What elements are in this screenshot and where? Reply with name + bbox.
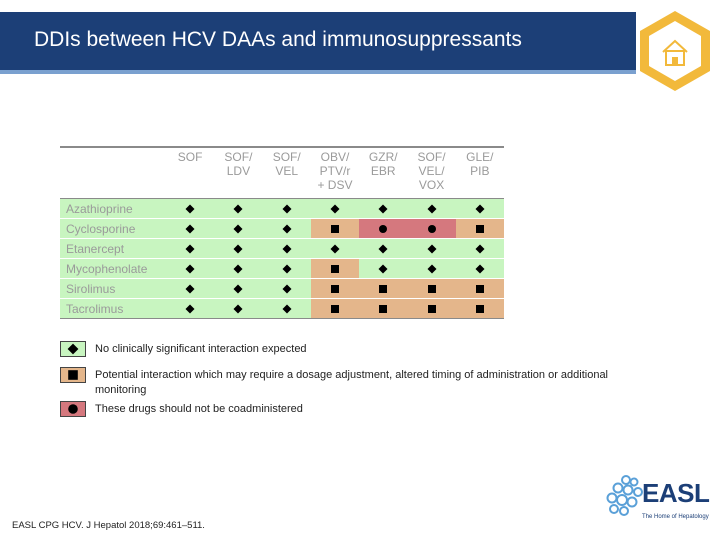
table-header-row [60, 147, 504, 199]
square-icon [475, 304, 485, 314]
interaction-cell [311, 199, 359, 219]
interaction-cell [311, 259, 359, 279]
legend-item [60, 341, 660, 359]
interaction-cell [214, 199, 262, 219]
circle-icon [378, 224, 388, 234]
column-header-line: VOX [418, 178, 445, 192]
diamond-icon [233, 284, 243, 294]
interaction-cell [166, 259, 214, 279]
diamond-icon [475, 244, 485, 254]
legend-label: No clinically significant interaction expected [95, 343, 307, 355]
diamond-icon [233, 304, 243, 314]
interaction-cell [407, 279, 455, 299]
interaction-cell [166, 299, 214, 319]
interaction-cell [166, 219, 214, 239]
table-row [60, 199, 504, 219]
table-row [60, 299, 504, 319]
column-header-line: GLE/ [466, 150, 494, 164]
diamond-icon [282, 224, 292, 234]
column-header-line: GZR/ [368, 150, 398, 164]
column-header-line: SOF [177, 150, 203, 164]
home-button[interactable] [636, 8, 714, 94]
drug-name: Sirolimus [60, 279, 166, 299]
diamond-icon [282, 204, 292, 214]
column-header [359, 147, 407, 199]
interaction-cell [359, 239, 407, 259]
logo-wordmark: EASL [642, 478, 710, 508]
citation: EASL CPG HCV. J Hepatol 2018;69:461–511. [12, 520, 205, 531]
interaction-cell [263, 259, 311, 279]
interaction-cell [166, 199, 214, 219]
column-header [456, 147, 504, 199]
interaction-cell [359, 279, 407, 299]
logo-tagline: The Home of Hepatology [642, 514, 709, 520]
interaction-cell [456, 219, 504, 239]
title-bar [0, 12, 636, 74]
interaction-cell [214, 219, 262, 239]
diamond-icon [378, 244, 388, 254]
interaction-cell [359, 199, 407, 219]
table-body [60, 199, 504, 319]
home-icon [636, 8, 714, 94]
column-header-line: PTV/r [319, 164, 351, 178]
diamond-icon [67, 343, 79, 355]
interaction-cell [214, 299, 262, 319]
interaction-cell [263, 199, 311, 219]
column-header-line: LDV [226, 164, 251, 178]
interaction-cell [407, 239, 455, 259]
diamond-icon [233, 264, 243, 274]
diamond-icon [282, 264, 292, 274]
diamond-icon [185, 264, 195, 274]
column-header [311, 147, 359, 199]
table-row [60, 279, 504, 299]
square-icon [378, 304, 388, 314]
circle-icon [427, 224, 437, 234]
diamond-icon [185, 204, 195, 214]
interaction-cell [407, 199, 455, 219]
legend-item [60, 401, 660, 419]
column-header-line: OBV/ [320, 150, 350, 164]
column-header [214, 147, 262, 199]
interaction-cell [214, 239, 262, 259]
column-header-line: SOF/ [417, 150, 446, 164]
square-icon [67, 369, 79, 381]
easl-bubbles-icon [604, 474, 644, 526]
interaction-cell [263, 279, 311, 299]
diamond-icon [378, 264, 388, 274]
diamond-icon [282, 304, 292, 314]
interaction-cell [263, 219, 311, 239]
column-header-line: SOF/ [224, 150, 253, 164]
column-header-line: SOF/ [272, 150, 301, 164]
column-header-line: + DSV [317, 178, 353, 192]
interaction-cell [311, 299, 359, 319]
column-header-line: VEL/ [418, 164, 445, 178]
interaction-cell [214, 259, 262, 279]
interaction-cell [359, 259, 407, 279]
drug-name: Tacrolimus [60, 299, 166, 319]
drug-name: Cyclosporine [60, 219, 166, 239]
legend-swatch [60, 341, 86, 357]
diamond-icon [475, 264, 485, 274]
interaction-cell [166, 239, 214, 259]
interaction-cell [456, 259, 504, 279]
interaction-cell [359, 219, 407, 239]
interaction-cell [359, 299, 407, 319]
circle-icon [67, 403, 79, 415]
interaction-cell [166, 279, 214, 299]
interaction-cell [263, 239, 311, 259]
column-header [407, 147, 455, 199]
interaction-cell [311, 279, 359, 299]
square-icon [427, 284, 437, 294]
diamond-icon [185, 284, 195, 294]
diamond-icon [282, 284, 292, 294]
easl-logo [604, 474, 714, 526]
table-header-corner [60, 147, 166, 199]
square-icon [475, 284, 485, 294]
diamond-icon [330, 244, 340, 254]
diamond-icon [233, 204, 243, 214]
legend-item [60, 367, 660, 396]
interaction-cell [263, 299, 311, 319]
diamond-icon [427, 204, 437, 214]
slide-title: DDIs between HCV DAAs and immunosuppressants [34, 28, 522, 51]
interaction-cell [456, 199, 504, 219]
drug-name: Mycophenolate [60, 259, 166, 279]
diamond-icon [427, 264, 437, 274]
interaction-cell [456, 279, 504, 299]
square-icon [330, 304, 340, 314]
interaction-cell [214, 279, 262, 299]
diamond-icon [282, 244, 292, 254]
interaction-cell [456, 239, 504, 259]
table-row [60, 239, 504, 259]
column-header-line: EBR [370, 164, 396, 178]
square-icon [475, 224, 485, 234]
diamond-icon [185, 224, 195, 234]
interaction-cell [407, 259, 455, 279]
square-icon [330, 264, 340, 274]
legend-swatch [60, 367, 86, 383]
drug-name: Azathioprine [60, 199, 166, 219]
diamond-icon [378, 204, 388, 214]
diamond-icon [233, 224, 243, 234]
ddi-table [60, 146, 504, 319]
column-header-line: PIB [470, 164, 490, 178]
square-icon [378, 284, 388, 294]
interaction-cell [311, 239, 359, 259]
drug-name: Etanercept [60, 239, 166, 259]
table-row [60, 219, 504, 239]
diamond-icon [185, 304, 195, 314]
interaction-cell [407, 299, 455, 319]
diamond-icon [475, 204, 485, 214]
diamond-icon [233, 244, 243, 254]
diamond-icon [330, 204, 340, 214]
table-row [60, 259, 504, 279]
diamond-icon [427, 244, 437, 254]
legend-label: These drugs should not be coadministered [95, 403, 303, 415]
legend-label: Potential interaction which may require a dosage adjustment, altered timing of administration or additional monitoring [95, 369, 609, 396]
diamond-icon [185, 244, 195, 254]
square-icon [330, 224, 340, 234]
interaction-cell [407, 219, 455, 239]
interaction-cell [311, 219, 359, 239]
column-header [166, 147, 214, 199]
square-icon [427, 304, 437, 314]
legend-swatch [60, 401, 86, 417]
column-header [263, 147, 311, 199]
interaction-cell [456, 299, 504, 319]
square-icon [330, 284, 340, 294]
column-header-line: VEL [275, 164, 299, 178]
